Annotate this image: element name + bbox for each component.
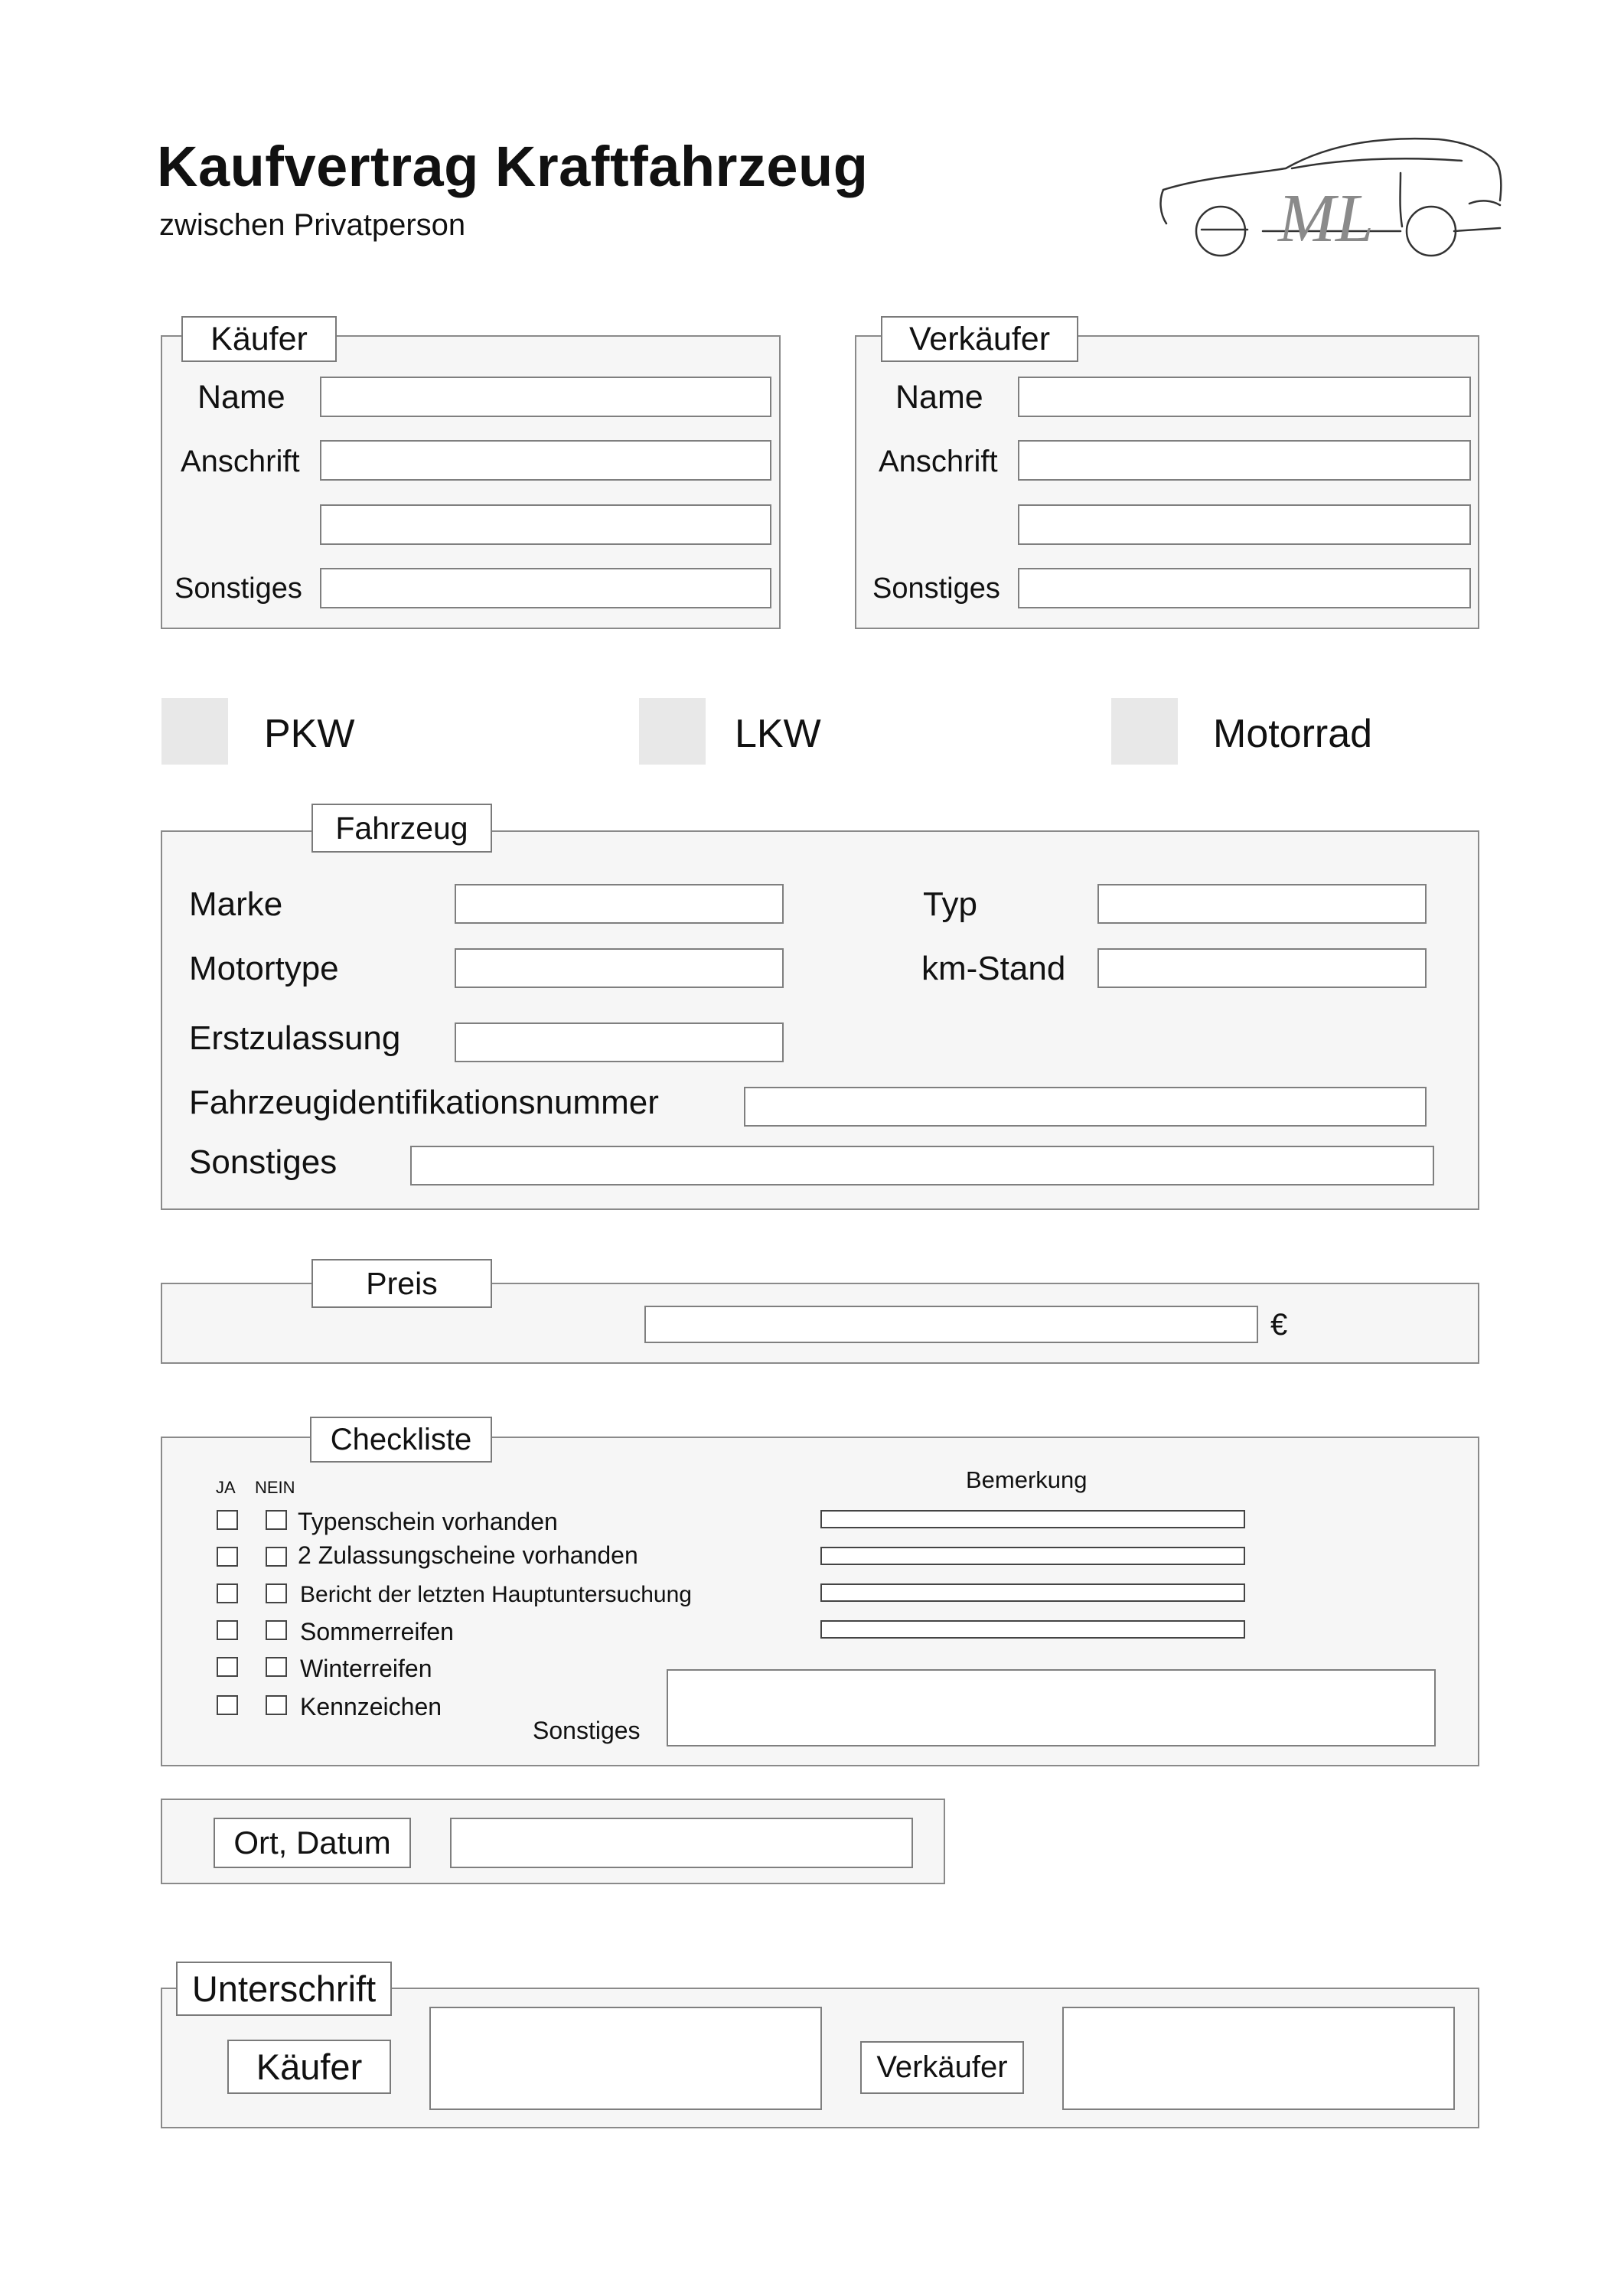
logo <box>1156 130 1508 260</box>
vehicle-km-field[interactable] <box>1097 948 1427 988</box>
checklist-yes-checkbox-4[interactable] <box>217 1620 238 1640</box>
vehicle-legend: Fahrzeug <box>311 804 492 853</box>
seller-address-field-1[interactable] <box>1018 440 1471 481</box>
checklist-item-3-label: Bericht der letzten Hauptuntersuchung <box>300 1582 692 1607</box>
vehicle-type-lkw-checkbox[interactable] <box>639 698 706 765</box>
vehicle-type-pkw-checkbox[interactable] <box>161 698 228 765</box>
checklist-item-1-label: Typenschein vorhanden <box>298 1508 558 1535</box>
checklist-no-checkbox-1[interactable] <box>266 1510 287 1530</box>
currency-label: € <box>1270 1308 1288 1342</box>
checklist-yes-checkbox-6[interactable] <box>217 1695 238 1715</box>
signature-legend: Unterschrift <box>176 1962 392 2016</box>
checklist-remark-field-2[interactable] <box>820 1547 1245 1565</box>
checklist-no-checkbox-2[interactable] <box>266 1547 287 1567</box>
buyer-name-field[interactable] <box>320 377 771 417</box>
logo-monogram: ML <box>1278 181 1375 256</box>
vehicle-first-registration-field[interactable] <box>455 1022 784 1062</box>
signature-seller-label: Verkäufer <box>860 2041 1024 2094</box>
seller-name-field[interactable] <box>1018 377 1471 417</box>
seller-legend: Verkäufer <box>881 316 1078 362</box>
place-date-label: Ort, Datum <box>214 1818 411 1868</box>
signature-buyer-label: Käufer <box>227 2040 391 2094</box>
checklist-remark-field-3[interactable] <box>820 1583 1245 1602</box>
signature-buyer-field[interactable] <box>429 2007 822 2110</box>
vehicle-km-label: km-Stand <box>921 950 1066 987</box>
seller-other-field[interactable] <box>1018 568 1471 608</box>
vehicle-vin-field[interactable] <box>744 1087 1427 1127</box>
vehicle-vin-label: Fahrzeugidentifikationsnummer <box>189 1084 659 1121</box>
checklist-other-label: Sonstiges <box>533 1717 641 1744</box>
buyer-address-label: Anschrift <box>181 445 300 478</box>
checklist-no-checkbox-6[interactable] <box>266 1695 287 1715</box>
checklist-yes-checkbox-2[interactable] <box>217 1547 238 1567</box>
checklist-remark-field-4[interactable] <box>820 1620 1245 1639</box>
checklist-item-6-label: Kennzeichen <box>300 1693 442 1720</box>
document-subtitle: zwischen Privatperson <box>159 208 466 242</box>
checklist-yes-header: JA <box>216 1478 236 1497</box>
vehicle-brand-label: Marke <box>189 885 283 923</box>
vehicle-type-label: Typ <box>923 885 977 923</box>
buyer-legend: Käufer <box>181 316 337 362</box>
seller-name-label: Name <box>895 379 983 416</box>
vehicle-engine-field[interactable] <box>455 948 784 988</box>
checklist-no-header: NEIN <box>255 1478 295 1497</box>
checklist-yes-checkbox-3[interactable] <box>217 1583 238 1603</box>
vehicle-type-pkw-label: PKW <box>264 712 355 756</box>
vehicle-engine-label: Motortype <box>189 950 339 987</box>
seller-address-field-2[interactable] <box>1018 504 1471 545</box>
checklist-item-5-label: Winterreifen <box>300 1655 432 1682</box>
vehicle-type-motorrad-checkbox[interactable] <box>1111 698 1178 765</box>
seller-address-label: Anschrift <box>879 445 998 478</box>
price-legend: Preis <box>311 1259 492 1308</box>
price-field[interactable] <box>644 1306 1258 1343</box>
vehicle-first-registration-label: Erstzulassung <box>189 1019 401 1057</box>
seller-other-label: Sonstiges <box>872 572 1000 605</box>
checklist-legend: Checkliste <box>310 1417 492 1463</box>
signature-seller-field[interactable] <box>1062 2007 1455 2110</box>
vehicle-brand-field[interactable] <box>455 884 784 924</box>
checklist-remark-header: Bemerkung <box>966 1466 1088 1493</box>
vehicle-type-field[interactable] <box>1097 884 1427 924</box>
checklist-yes-checkbox-5[interactable] <box>217 1657 238 1677</box>
checklist-no-checkbox-3[interactable] <box>266 1583 287 1603</box>
buyer-other-label: Sonstiges <box>174 572 302 605</box>
document-title: Kaufvertrag Kraftfahrzeug <box>157 135 869 198</box>
checklist-no-checkbox-5[interactable] <box>266 1657 287 1677</box>
buyer-address-field-2[interactable] <box>320 504 771 545</box>
checklist-item-4-label: Sommerreifen <box>300 1618 454 1645</box>
checklist-yes-checkbox-1[interactable] <box>217 1510 238 1530</box>
place-date-field[interactable] <box>450 1818 913 1868</box>
checklist-remark-field-1[interactable] <box>820 1510 1245 1528</box>
vehicle-other-label: Sonstiges <box>189 1143 338 1181</box>
buyer-name-label: Name <box>197 379 285 416</box>
vehicle-type-motorrad-label: Motorrad <box>1213 712 1373 756</box>
vehicle-type-lkw-label: LKW <box>735 712 821 756</box>
buyer-other-field[interactable] <box>320 568 771 608</box>
checklist-other-field[interactable] <box>667 1669 1436 1746</box>
vehicle-other-field[interactable] <box>410 1146 1434 1186</box>
buyer-address-field-1[interactable] <box>320 440 771 481</box>
checklist-item-2-label: 2 Zulassungscheine vorhanden <box>298 1541 638 1569</box>
checklist-no-checkbox-4[interactable] <box>266 1620 287 1640</box>
car-outline-icon <box>1156 130 1508 260</box>
